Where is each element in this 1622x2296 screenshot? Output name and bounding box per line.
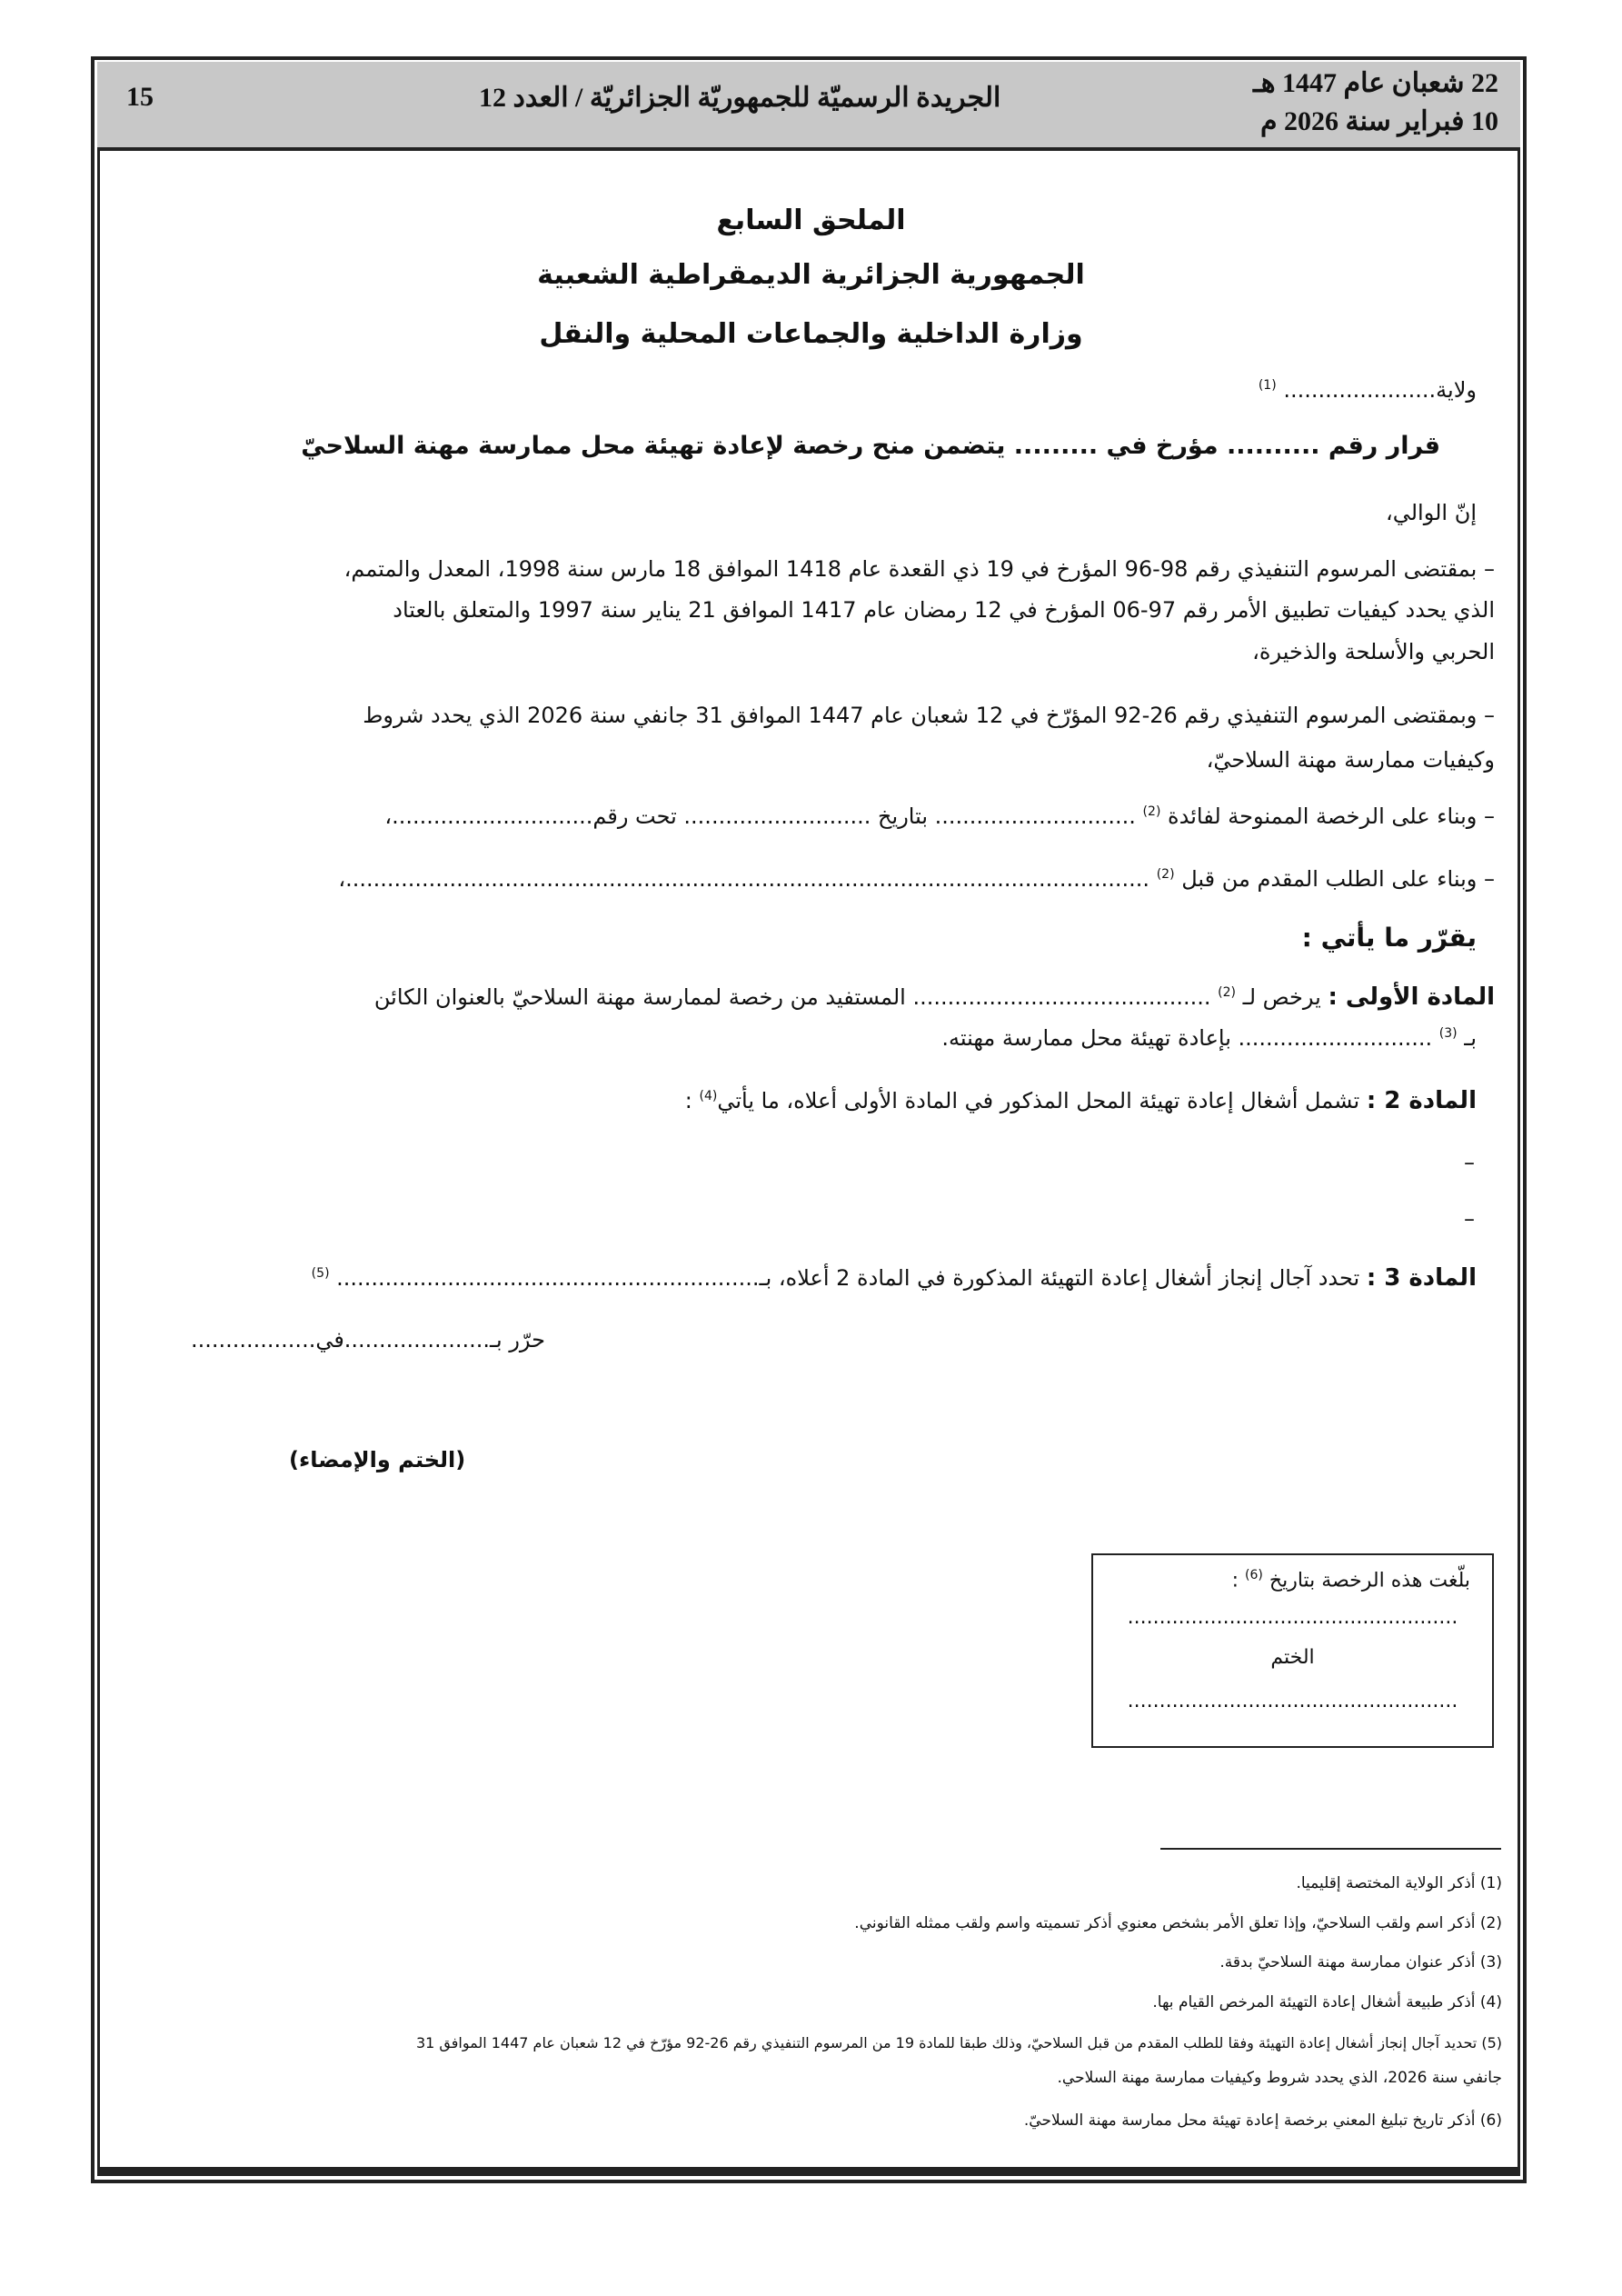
- article-label: المادة الأولى :: [1328, 983, 1495, 1011]
- decides-heading: يقرّر ما يأتي :: [1301, 923, 1477, 953]
- republic-title: الجمهورية الجزائرية الديمقراطية الشعبية: [537, 259, 1085, 291]
- footnote-ref: (5): [311, 1266, 330, 1281]
- intro: إنّ الوالي،: [1385, 500, 1477, 525]
- footnote: (1) أذكر الولاية المختصة إقليميا.: [1296, 1874, 1502, 1892]
- recital-line: – بمقتضى المرسوم التنفيذي رقم 98-96 المؤرخ في 19 ذي القعدة عام 1418 الموافق 18 مارس سنة 1998، المعدل والمتمم،: [343, 556, 1495, 582]
- text: – وبناء على الطلب المقدم من قبل: [1181, 866, 1495, 892]
- text: تحدد آجال إنجاز أشغال إعادة التهيئة المذكورة في المادة 2 أعلاه، بـ.............................................................: [336, 1265, 1360, 1291]
- hijri-date: 22 شعبان عام 1447 هـ: [1252, 68, 1498, 98]
- recital-line: – وبمقتضى المرسوم التنفيذي رقم 26-92 المؤرّخ في 12 شعبان عام 1447 الموافق 31 جانفي سنة 2026 الذي يحدد شروط: [363, 703, 1495, 728]
- bottom-border: [97, 2167, 1520, 2176]
- article-1-line-1: [145, 983, 1495, 1011]
- text: تشمل أشغال إعادة تهيئة المحل المذكور في المادة الأولى أعلاه، ما يأتي: [717, 1088, 1360, 1113]
- text: :: [684, 1088, 700, 1113]
- recital-line: الذي يحدد كيفيات تطبيق الأمر رقم 97-06 المؤرخ في 12 رمضان عام 1417 الموافق 21 يناير سنة 1997 والمتعلق بالعتاد: [393, 597, 1495, 623]
- done-at: حرّر بـ.....................في..................: [191, 1327, 546, 1353]
- text: – وبناء على الرخصة الممنوحة لفائدة: [1168, 804, 1495, 829]
- text: ........................................... المستفيد من رخصة لممارسة مهنة السلاحيّ بالعنوان الكائن: [373, 984, 1211, 1010]
- seal-signature: (الختم والإمضاء): [289, 1447, 466, 1472]
- footnote-ref: (4): [699, 1089, 718, 1103]
- article-label: المادة 2 :: [1366, 1087, 1477, 1114]
- based-on-license: [145, 804, 1495, 829]
- dots: ....................................................: [1127, 1606, 1458, 1629]
- wilaya-line: [1259, 377, 1477, 403]
- decision-title: قرار رقم .......... مؤرخ في ......... يتضمن منح رخصة لإعادة تهيئة محل ممارسة مهنة السلاحيّ: [301, 432, 1440, 460]
- text: ............................ بإعادة تهيئة محل ممارسة مهنته.: [941, 1025, 1433, 1051]
- page-number: 15: [126, 82, 154, 112]
- footnote-ref: (2): [1142, 804, 1161, 819]
- article-2-item: –: [1464, 1150, 1475, 1175]
- footnote: (3) أذكر عنوان ممارسة مهنة السلاحيّ بدقة.: [1219, 1953, 1502, 1972]
- footnote-divider: [1160, 1848, 1501, 1850]
- text: يرخص لـ: [1242, 984, 1321, 1010]
- wilaya-text: ولاية......................: [1283, 377, 1477, 403]
- footnote-ref: (6): [1245, 1568, 1263, 1582]
- footnote: (2) أذكر اسم ولقب السلاحيّ، وإذا تعلق الأمر بشخص معنوي أذكر تسميته واسم ولقب ممثله القانوني.: [854, 1914, 1502, 1932]
- footnote-ref: (3): [1438, 1026, 1458, 1041]
- recital-line: وكيفيات ممارسة مهنة السلاحيّ،: [1206, 747, 1495, 773]
- article-2: [685, 1087, 1477, 1114]
- notification-box: [1091, 1553, 1494, 1748]
- article-1-line-2: [941, 1025, 1477, 1051]
- text: بـ: [1464, 1025, 1477, 1051]
- ministry-title: وزارة الداخلية والجماعات المحلية والنقل: [539, 318, 1083, 350]
- notification-text: [1115, 1568, 1470, 1592]
- text: بلّغت هذه الرخصة بتاريخ: [1269, 1569, 1470, 1592]
- footnote: جانفي سنة 2026، الذي يحدد شروط وكيفيات ممارسة مهنة السلاحي.: [1057, 2069, 1502, 2087]
- recital-line: الحربي والأسلحة والذخيرة،: [1252, 639, 1495, 664]
- text: :: [1231, 1569, 1246, 1592]
- footnote-ref: (2): [1156, 867, 1175, 882]
- article-3: [312, 1264, 1477, 1292]
- text: ....................................................................................................................،: [338, 866, 1150, 892]
- based-on-request: [145, 866, 1495, 892]
- page-header: [97, 62, 1520, 151]
- footnote: (6) أذكر تاريخ تبليغ المعني برخصة إعادة تهيئة محل ممارسة مهنة السلاحيّ.: [1023, 2111, 1502, 2130]
- annex-title: الملحق السابع: [716, 205, 906, 236]
- footnote: (5) تحديد آجال إنجاز أشغال إعادة التهيئة وفقا للطلب المقدم من قبل السلاحيّ، وذلك طبقا للمادة 19 من المرسوم التنفيذي رقم 26-92 مؤرّخ في 12 شعبان عام 1447 الموافق 31: [415, 2034, 1502, 2051]
- article-label: المادة 3 :: [1366, 1264, 1477, 1292]
- footnote: (4) أذكر طبيعة أشغال إعادة التهيئة المرخص القيام بها.: [1152, 1993, 1502, 2011]
- dots: ....................................................: [1127, 1690, 1458, 1712]
- seal-label: الختم: [1270, 1646, 1315, 1669]
- gregorian-date: 10 فبراير سنة 2026 م: [1259, 106, 1498, 136]
- footnote-ref: (2): [1218, 985, 1237, 1000]
- text: ............................. بتاريخ ........................... تحت رقم.............................،: [384, 804, 1136, 829]
- article-2-item: –: [1464, 1206, 1475, 1232]
- footnote-ref: (1): [1258, 378, 1277, 393]
- journal-title: الجريدة الرسميّة للجمهوريّة الجزائريّة / العدد 12: [479, 83, 1001, 113]
